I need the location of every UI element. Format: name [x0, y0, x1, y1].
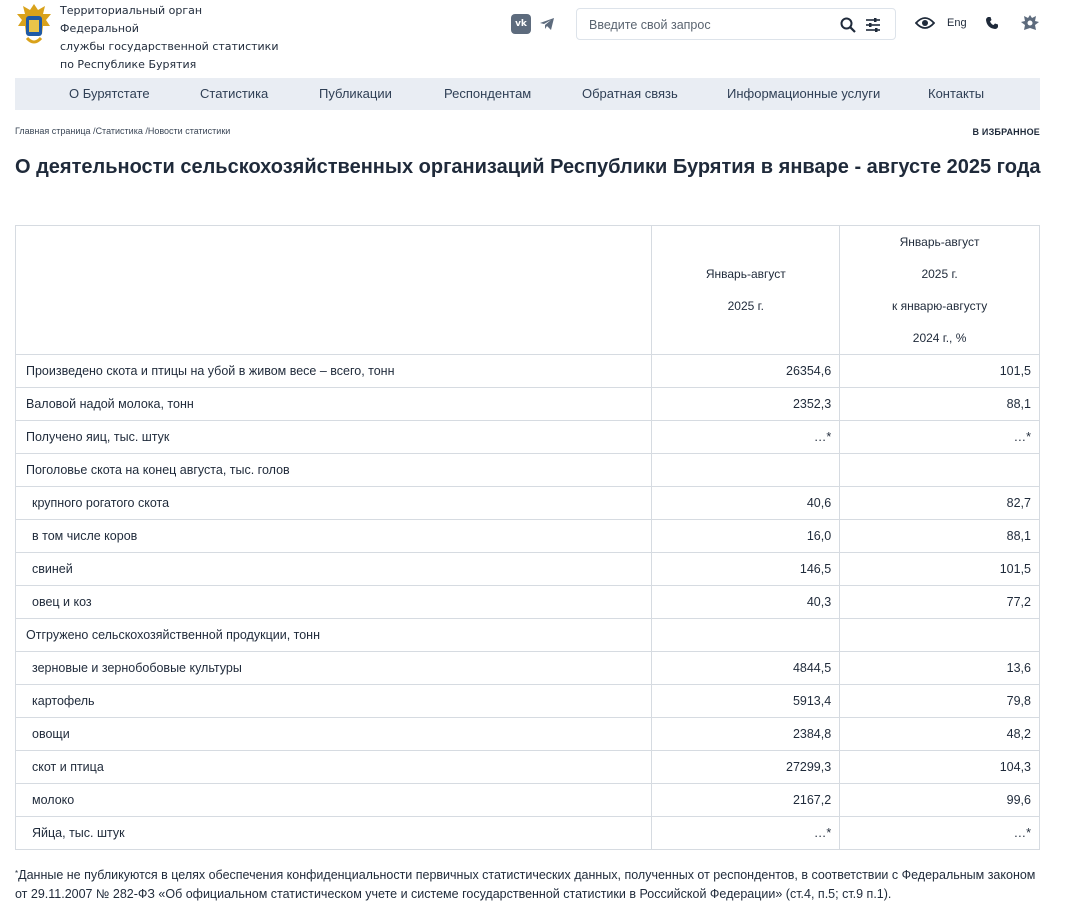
row-value-2025: 26354,6	[652, 355, 840, 388]
nav-item-contacts[interactable]: Контакты	[928, 86, 985, 101]
table-row	[16, 553, 1040, 586]
org-name-line: Федеральной	[60, 22, 139, 35]
rosstat-emblem-icon[interactable]	[15, 2, 53, 46]
row-label: Валовой надой молока, тонн	[16, 388, 652, 421]
search-input[interactable]	[589, 15, 829, 35]
table-row	[16, 520, 1040, 553]
header-line: 2025 г.	[921, 267, 958, 281]
search-box	[576, 8, 896, 40]
nav-item-about[interactable]: О Бурятстате	[69, 86, 150, 101]
row-value-percent: 82,7	[840, 487, 1040, 520]
header-line: 2024 г., %	[912, 331, 967, 345]
main-nav	[15, 78, 1040, 110]
row-value-2025: …*	[652, 817, 840, 850]
row-value-2025: 27299,3	[652, 751, 840, 784]
row-value-percent	[840, 619, 1040, 652]
breadcrumb	[15, 126, 230, 136]
nav-item-feedback[interactable]: Обратная связь	[582, 86, 678, 101]
table-header-percent	[840, 226, 1040, 355]
table-row	[16, 487, 1040, 520]
org-name-line: по Республике Бурятия	[60, 58, 197, 71]
table-row	[16, 685, 1040, 718]
filter-settings-icon[interactable]	[864, 16, 882, 34]
header-line: 2025 г.	[727, 299, 764, 313]
row-value-percent: 101,5	[840, 355, 1040, 388]
row-value-2025: 2352,3	[652, 388, 840, 421]
table-row	[16, 718, 1040, 751]
header-line: к январю-августу	[891, 299, 988, 313]
telegram-icon[interactable]	[537, 14, 557, 34]
row-label: овощи	[16, 718, 652, 751]
stats-table	[15, 225, 1040, 850]
row-value-percent: 101,5	[840, 553, 1040, 586]
row-value-percent: 48,2	[840, 718, 1040, 751]
row-label: крупного рогатого скота	[16, 487, 652, 520]
row-value-percent: …*	[840, 817, 1040, 850]
footnote-mark: *	[15, 869, 19, 878]
row-value-percent	[840, 454, 1040, 487]
table-header-period	[652, 226, 840, 355]
language-switch[interactable]: Eng	[947, 17, 967, 29]
row-label: Отгружено сельскохозяйственной продукции, тонн	[16, 619, 652, 652]
nav-item-publications[interactable]: Публикации	[319, 86, 392, 101]
footnote-text: Данные не публикуются в целях обеспечения конфиденциальности первичных статистических данных, полученных от респондентов, в соответствии с Федеральным законом от 29.11.2007 № 282-ФЗ «Об официальном статистическом учете и системе государственной статистики в Российской Федерации» (ст.4, п.5; ст.9 п.1).	[15, 868, 1036, 901]
row-value-percent: 88,1	[840, 388, 1040, 421]
row-label: Поголовье скота на конец августа, тыс. голов	[16, 454, 652, 487]
row-value-percent: 79,8	[840, 685, 1040, 718]
breadcrumb-news[interactable]: Новости статистики	[147, 126, 231, 136]
row-value-percent: 104,3	[840, 751, 1040, 784]
table-header-row	[16, 226, 1040, 355]
row-value-percent: 99,6	[840, 784, 1040, 817]
row-value-percent: …*	[840, 421, 1040, 454]
row-label: Получено яиц, тыс. штук	[16, 421, 652, 454]
row-value-percent: 77,2	[840, 586, 1040, 619]
row-value-2025: 16,0	[652, 520, 840, 553]
org-name-line: Территориальный орган	[60, 4, 203, 17]
nav-item-respondents[interactable]: Респондентам	[444, 86, 532, 101]
page-title: О деятельности сельскохозяйственных организаций Республики Бурятия в январе - августе 2025 года	[15, 156, 1041, 178]
table-row	[16, 355, 1040, 388]
row-value-2025: 2167,2	[652, 784, 840, 817]
phone-icon[interactable]	[985, 13, 1001, 33]
table-body	[16, 355, 1040, 850]
footnote	[15, 866, 1045, 904]
table-row	[16, 586, 1040, 619]
table-row	[16, 421, 1040, 454]
row-value-2025: 5913,4	[652, 685, 840, 718]
row-value-2025: 40,6	[652, 487, 840, 520]
row-value-percent: 88,1	[840, 520, 1040, 553]
nav-item-statistics[interactable]: Статистика	[200, 86, 269, 101]
table-row	[16, 751, 1040, 784]
row-label: Яйца, тыс. штук	[16, 817, 652, 850]
header-line: Январь-август	[705, 267, 786, 281]
row-value-percent: 13,6	[840, 652, 1040, 685]
table-row	[16, 817, 1040, 850]
row-value-2025: 146,5	[652, 553, 840, 586]
vk-icon[interactable]: vk	[511, 14, 531, 34]
low-vision-eye-icon[interactable]	[915, 13, 935, 33]
table-row	[16, 454, 1040, 487]
row-value-2025: 2384,8	[652, 718, 840, 751]
search-icon[interactable]	[839, 16, 857, 34]
row-label: скот и птица	[16, 751, 652, 784]
org-name-line: службы государственной статистики	[60, 40, 279, 53]
row-label: Произведено скота и птицы на убой в живом весе – всего, тонн	[16, 355, 652, 388]
site-header	[15, 0, 1040, 72]
row-label: свиней	[16, 553, 652, 586]
row-label: картофель	[16, 685, 652, 718]
nav-item-info-services[interactable]: Информационные услуги	[727, 86, 881, 101]
table-row	[16, 619, 1040, 652]
breadcrumb-home[interactable]: Главная страница	[15, 126, 91, 136]
row-label: зерновые и зернобобовые культуры	[16, 652, 652, 685]
row-label: молоко	[16, 784, 652, 817]
row-value-2025	[652, 619, 840, 652]
row-label: овец и коз	[16, 586, 652, 619]
row-value-2025: 4844,5	[652, 652, 840, 685]
row-value-2025	[652, 454, 840, 487]
row-label: в том числе коров	[16, 520, 652, 553]
row-value-2025: 40,3	[652, 586, 840, 619]
breadcrumb-statistics[interactable]: Статистика	[95, 126, 143, 136]
table-row	[16, 784, 1040, 817]
breadcrumb-separator: /	[90, 126, 96, 136]
table-row	[16, 388, 1040, 421]
coat-of-arms-icon[interactable]	[1020, 13, 1040, 33]
breadcrumb-separator: /	[142, 126, 148, 136]
row-value-2025: …*	[652, 421, 840, 454]
add-to-favorites-button[interactable]: В ИЗБРАННОЕ	[972, 127, 1040, 137]
table-row	[16, 652, 1040, 685]
org-name[interactable]	[60, 2, 290, 74]
table-header-blank	[16, 226, 652, 355]
header-line: Январь-август	[899, 235, 980, 249]
